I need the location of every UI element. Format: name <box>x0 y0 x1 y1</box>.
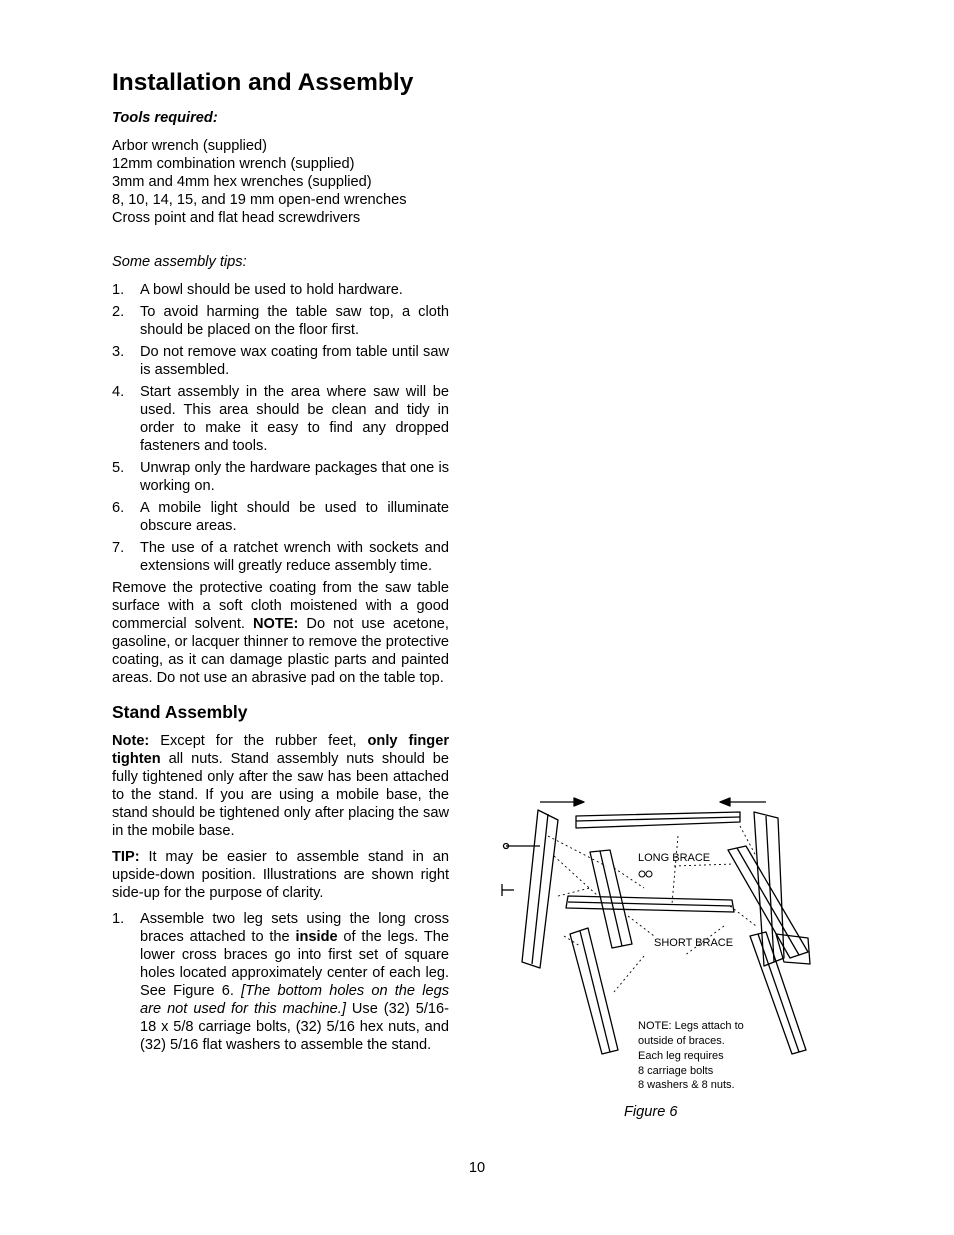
left-back-leg <box>522 810 558 968</box>
tool-item: Arbor wrench (supplied) <box>112 138 267 154</box>
tool-item: 12mm combination wrench (supplied) <box>112 156 355 172</box>
note-label: Note: <box>112 733 150 749</box>
note-label: NOTE: <box>252 616 299 632</box>
tool-item: 8, 10, 14, 15, and 19 mm open-end wrenches <box>112 192 407 208</box>
section-heading: Stand Assembly <box>112 702 248 722</box>
bottom-left-leg <box>570 928 618 1054</box>
hardware-icon <box>639 871 652 877</box>
diagram-svg <box>494 796 814 1096</box>
tip-text: Unwrap only the hardware packages that one is working on. <box>140 460 449 494</box>
tip-paragraph: TIP: It may be easier to assemble stand in an upside-down position. Illustrations are shown right side-up for the purpose of clarity. <box>112 849 449 901</box>
tip-item <box>112 539 449 575</box>
tool-item: Cross point and flat head screwdrivers <box>112 210 361 226</box>
tip-text: A mobile light should be used to illuminate obscure areas. <box>140 500 449 534</box>
long-brace-label: LONG BRACE <box>638 852 711 864</box>
short-brace-label: SHORT BRACE <box>654 937 734 949</box>
figure-note-line: 8 washers & 8 nuts. <box>638 1079 735 1091</box>
assembly-step: 1. Assemble two leg sets using the long cross braces attached to the inside of the legs. The lower cross braces go into first set of square holes located approximately center of each leg. See Figure 6. [The bottom holes on the legs are not used for this machine.] Use (32) 5/16-18 x 5/8 carriage bolts, (32) 5/16 hex nuts, and (32) 5/16 flat washers to assemble the stand. <box>112 911 449 1053</box>
short-brace-shape <box>566 896 734 912</box>
emphasis-text: only finger tighten <box>112 733 450 767</box>
tip-number: 2. <box>112 304 125 320</box>
tip-number: 1. <box>112 282 125 298</box>
tool-item: 3mm and 4mm hex wrenches (supplied) <box>112 174 372 190</box>
bolt-icon <box>502 884 514 896</box>
tip-text: A bowl should be used to hold hardware. <box>140 282 403 298</box>
tip-number: 4. <box>112 384 125 400</box>
figure-note-line: 8 carriage bolts <box>638 1065 714 1077</box>
page-title: Installation and Assembly <box>112 69 414 96</box>
tip-item <box>112 383 449 455</box>
tip-item <box>112 459 449 495</box>
tip-text: Start assembly in the area where saw will be used. This area should be clean and tidy in order to make it easy to find any dropped fasteners and tools. <box>140 384 449 454</box>
step-number: 1. <box>112 911 125 927</box>
figure-note-line: Each leg requires <box>638 1050 724 1062</box>
tip-item <box>112 343 449 379</box>
tips-heading: Some assembly tips: <box>112 254 247 270</box>
left-column <box>112 68 449 1058</box>
tip-item <box>112 499 449 535</box>
right-back-leg <box>754 812 784 966</box>
tip-item <box>112 303 449 339</box>
tip-label: TIP: <box>112 849 140 865</box>
figure-caption: Figure 6 <box>624 1104 678 1120</box>
figure-note-line: outside of braces. <box>638 1035 725 1047</box>
tip-text: The use of a ratchet wrench with sockets and extensions will greatly reduce assembly time. <box>140 540 449 574</box>
stand-assembly-diagram <box>494 796 814 1096</box>
coating-paragraph: Remove the protective coating from the saw table surface with a soft cloth moistened with a good commercial solvent. NOTE: Do not use acetone, gasoline, or lacquer thinner to remove the protective coating, as it can damage plastic parts and painted areas. Do not use an abrasive pad on the table top. <box>112 580 449 686</box>
tools-list <box>112 137 449 227</box>
emphasis-text: inside <box>295 929 338 945</box>
tip-number: 3. <box>112 344 125 360</box>
italic-note: [The bottom holes on the legs are not used for this machine.] <box>140 983 449 1017</box>
stand-note-paragraph: Note: Except for the rubber feet, only finger tighten all nuts. Stand assembly nuts should be fully tightened only after the saw has been attached to the stand. If you are using a mobile base, the stand should be tightened only after placing the saw in the mobile base. <box>112 733 450 839</box>
tip-text: Do not remove wax coating from table until saw is assembled. <box>140 344 449 378</box>
bottom-right-leg <box>750 932 806 1054</box>
long-brace-shape <box>576 812 740 828</box>
assembly-steps <box>112 910 449 1054</box>
tip-number: 6. <box>112 500 125 516</box>
tip-item <box>112 281 449 299</box>
front-left-leg-upper <box>590 850 632 948</box>
figure-note-line: NOTE: Legs attach to <box>638 1020 744 1032</box>
tip-number: 5. <box>112 460 125 476</box>
tip-number: 7. <box>112 540 125 556</box>
tip-text: To avoid harming the table saw top, a cloth should be placed on the floor first. <box>140 304 449 338</box>
arrow-left-icon <box>720 798 766 806</box>
tips-list <box>112 281 449 575</box>
page-number: 10 <box>468 1160 486 1176</box>
tools-heading: Tools required: <box>112 110 218 126</box>
arrow-right-icon <box>540 798 584 806</box>
